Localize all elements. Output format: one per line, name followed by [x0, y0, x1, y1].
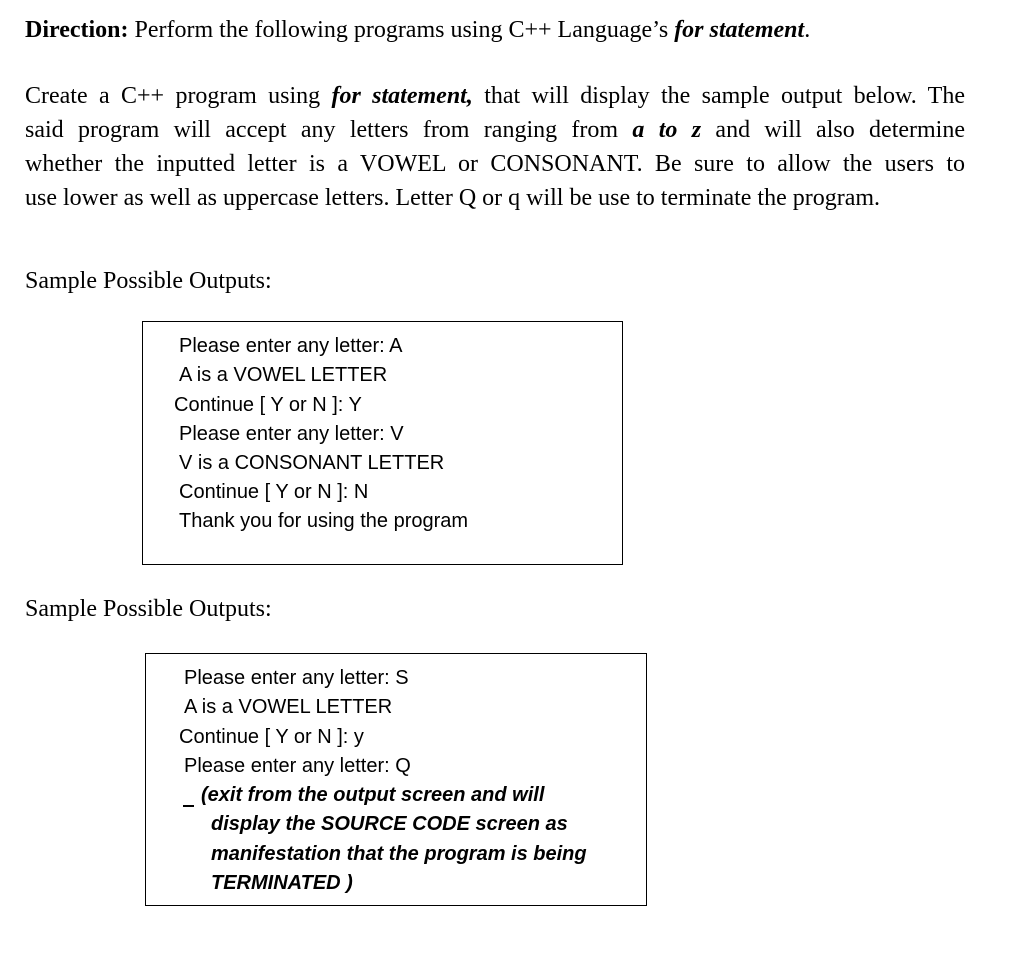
direction-label: Direction: [25, 17, 129, 43]
task-line-2-emphasis: a to z [632, 117, 702, 143]
exit-note-line-1: (exit from the output screen and will [201, 784, 545, 806]
task-line-1-emphasis: for statement, [331, 83, 473, 109]
sample-2-line-3: Continue [ Y or N ]: y [179, 726, 364, 748]
sample-1-output-box [142, 321, 623, 565]
sample-2-heading: Sample Possible Outputs: [25, 596, 272, 622]
sample-2-line-1: Please enter any letter: S [184, 667, 409, 689]
task-line-1-start: Create a C++ program using [25, 83, 332, 109]
sample-2-line-4: Please enter any letter: Q [184, 755, 411, 777]
sample-1-line-2: A is a VOWEL LETTER [179, 364, 388, 386]
task-line-2-end: and will also determine [701, 117, 965, 143]
sample-1-line-3: Continue [ Y or N ]: Y [174, 394, 362, 416]
task-line-3: whether the inputted letter is a VOWEL or CONSONANT. Be sure to allow the users to [25, 151, 965, 177]
direction-text: Perform the following programs using C++ Language’s [128, 17, 675, 43]
task-line-4: use lower as well as uppercase letters. Letter Q or q will be use to terminate the program. [25, 185, 881, 211]
task-line-1-end: that will display the sample output below. The [472, 83, 965, 109]
direction-line [25, 14, 1005, 46]
task-line-1 [25, 79, 965, 113]
exit-note-line-4: TERMINATED ) [211, 872, 353, 894]
task-paragraph [25, 79, 965, 215]
sample-1-line-7: Thank you for using the program [179, 510, 469, 532]
task-line-2 [25, 113, 965, 147]
sample-1-line-5: V is a CONSONANT LETTER [179, 452, 445, 474]
sample-1-line-4: Please enter any letter: V [179, 423, 404, 445]
sample-1-line-1: Please enter any letter: A [179, 335, 403, 357]
task-line-2-start: said program will accept any letters from ranging from [25, 117, 633, 143]
sample-2-line-2: A is a VOWEL LETTER [184, 696, 393, 718]
exit-note-line-2: display the SOURCE CODE screen as [211, 813, 568, 835]
sample-1-heading: Sample Possible Outputs: [25, 268, 272, 294]
sample-2-output-box [145, 653, 647, 906]
direction-period: . [804, 17, 811, 43]
cursor-underscore [183, 805, 194, 807]
sample-1-line-6: Continue [ Y or N ]: N [179, 481, 369, 503]
direction-emphasis: for statement [674, 17, 805, 43]
exit-note-line-3: manifestation that the program is being [211, 843, 587, 865]
